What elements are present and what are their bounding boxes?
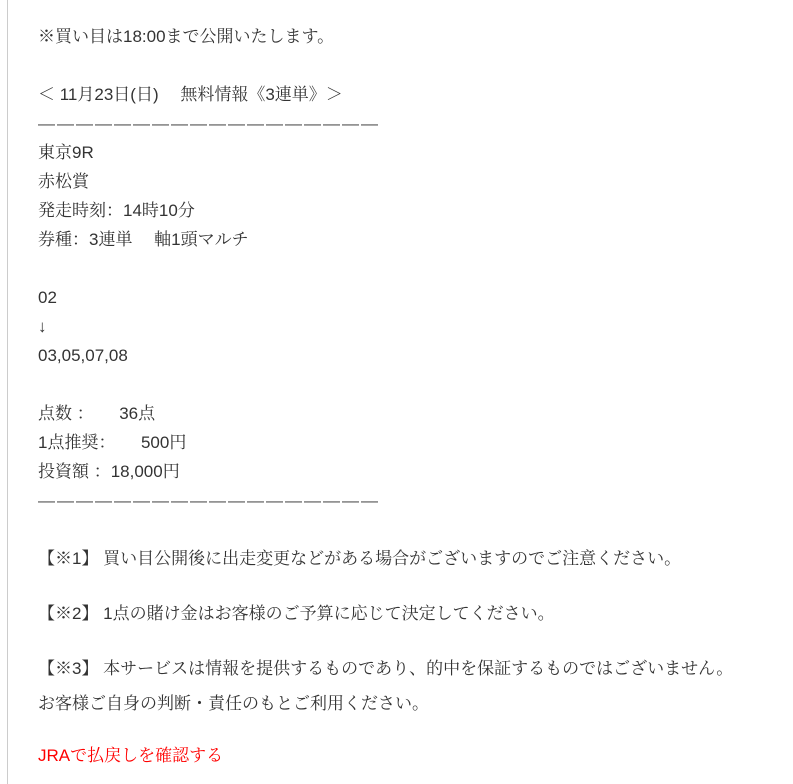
note-1	[38, 541, 793, 576]
separator-top: ――――――――――――――――――	[38, 114, 380, 133]
total-investment: 投資額 ：18,000円	[38, 462, 180, 481]
down-arrow-icon: ↓	[38, 317, 47, 336]
points-count: 点数 ： 36点	[38, 404, 156, 423]
blank-line	[38, 370, 793, 399]
tips-content-panel	[7, 0, 793, 784]
note-2	[38, 596, 793, 631]
race-course: 東京9R	[38, 143, 94, 162]
partner-horse-numbers: 03,05,07,08	[38, 346, 128, 365]
disclaimer-notes	[38, 541, 793, 771]
note-3-text-line-2: お客様ご自身の判断・責任のもとご利用ください。	[38, 694, 429, 713]
jra-payout-link[interactable]: JRAで払戻しを確認する	[38, 746, 224, 765]
axis-horse-number: 02	[38, 288, 57, 307]
note-2-text: 【※2】 1点の賭け金はお客様のご予算に応じて決定してください。	[38, 604, 555, 623]
race-start-time: 発走時刻：14時10分	[38, 201, 195, 220]
publish-deadline-notice: ※買い目は18:00まで公開いたします。	[38, 27, 335, 46]
bet-type: 券種：3連単 軸1頭マルチ	[38, 230, 249, 249]
recommended-unit-stake: 1点推奨： 500円	[38, 433, 187, 452]
note-1-text: 【※1】 買い目公開後に出走変更などがある場合がございますのでご注意ください。	[38, 549, 682, 568]
free-info-header: ＜ 11月23日(日) 無料情報《3連単》＞	[38, 85, 343, 104]
note-3-text-line-1: 【※3】 本サービスは情報を提供するものであり、的中を保証するものではございません。	[38, 659, 734, 678]
jra-link-row	[38, 741, 793, 771]
blank-line	[38, 254, 793, 283]
blank-line	[38, 51, 793, 80]
separator-bottom: ――――――――――――――――――	[38, 491, 380, 510]
tip-main-block	[38, 22, 793, 515]
note-3	[38, 651, 793, 721]
race-name: 赤松賞	[38, 172, 89, 191]
